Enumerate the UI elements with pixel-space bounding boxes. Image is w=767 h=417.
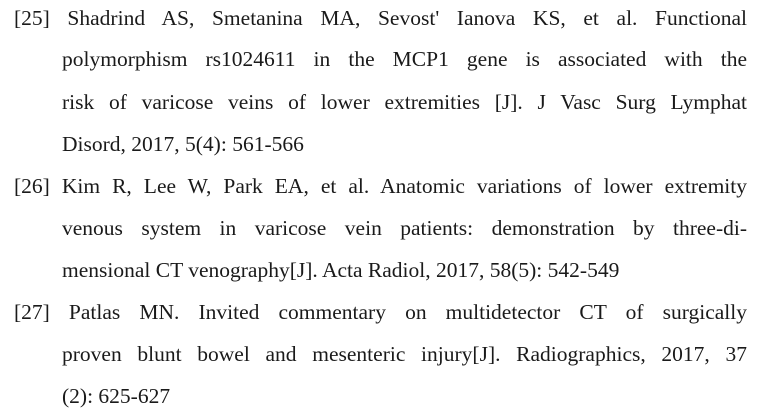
reference-line: risk of varicose veins of lower extremities [J]. J Vasc Surg Lymphat: [62, 90, 747, 114]
reference-line: [27] Patlas MN. Invited commentary on multidetector CT of surgically: [14, 300, 747, 324]
reference-line: mensional CT venography[J]. Acta Radiol, 2017, 58(5): 542-549: [62, 258, 620, 282]
reference-line: venous system in varicose vein patients: demonstration by three-di-: [62, 216, 747, 240]
reference-line: (2): 625-627: [62, 384, 171, 408]
reference-line: proven blunt bowel and mesenteric injury[J]. Radiographics, 2017, 37: [62, 342, 747, 366]
reference-line: Disord, 2017, 5(4): 561-566: [62, 132, 304, 156]
reference-line: [26] Kim R, Lee W, Park EA, et al. Anatomic variations of lower extremity: [14, 174, 747, 198]
reference-line: [25] Shadrind AS, Smetanina MA, Sevost' Ianova KS, et al. Functional: [14, 6, 747, 30]
reference-line: polymorphism rs1024611 in the MCP1 gene is associated with the: [62, 47, 747, 71]
